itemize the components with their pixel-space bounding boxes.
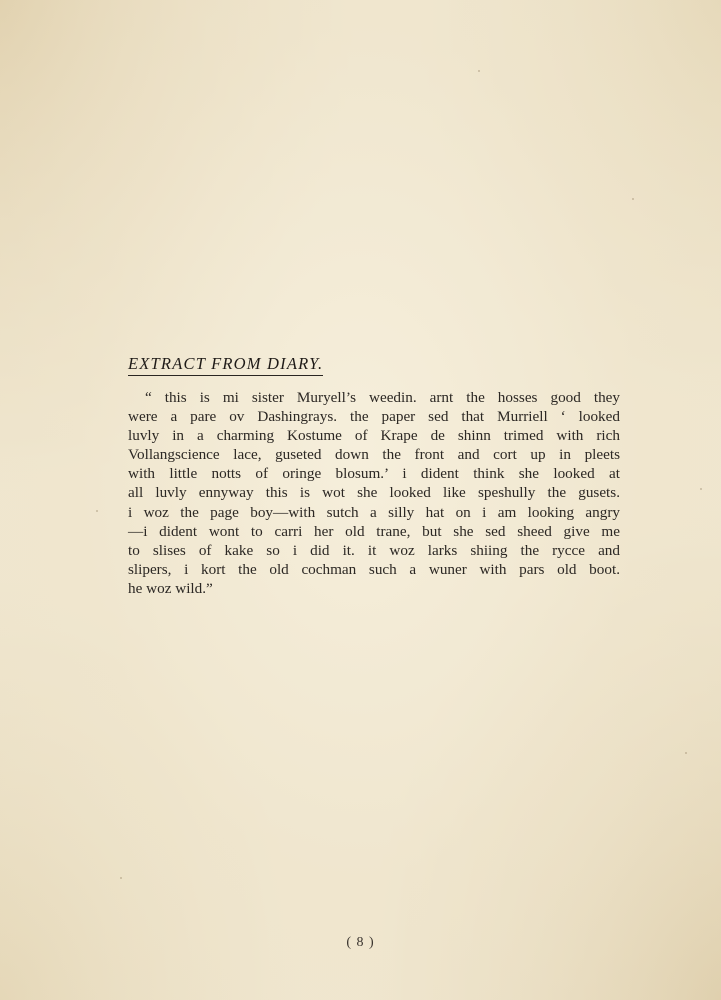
paper-speck <box>685 752 687 754</box>
paper-speck <box>700 488 702 490</box>
text-line: slipers, i kort the old cochman such a wuner with pars old boot. <box>128 560 620 578</box>
paper-speck <box>120 877 122 879</box>
text-line: i woz the page boy—with sutch a silly hat on i am looking angry <box>128 503 620 521</box>
text-line: all luvly ennyway this is wot she looked like speshully the gusets. <box>128 484 620 502</box>
text-line: Vollangscience lace, guseted down the front and cort up in pleets <box>128 446 620 464</box>
text-line: he woz wild.” <box>128 579 213 597</box>
paper-speck <box>96 510 98 512</box>
paper-speck <box>632 198 634 200</box>
text-line: to slises of kake so i did it. it woz larks shiing the rycce and <box>128 541 620 559</box>
text-line: luvly in a charming Kostume of Krape de shinn trimed with rich <box>128 427 620 445</box>
paper-speck <box>478 70 480 72</box>
text-line: were a pare ov Dashingrays. the paper sed that Murriell ‘ looked <box>128 408 620 426</box>
text-line: with little notts of oringe blosum.’ i dident think she looked at <box>128 465 620 483</box>
text-line: “ this is mi sister Muryell’s weedin. arnt the hosses good they <box>145 389 620 406</box>
diary-extract-text <box>128 388 620 598</box>
text-line: —i dident wont to carri her old trane, but she sed sheed give me <box>128 522 620 540</box>
section-heading: EXTRACT FROM DIARY. <box>128 354 323 376</box>
page-number: ( 8 ) <box>346 935 375 950</box>
